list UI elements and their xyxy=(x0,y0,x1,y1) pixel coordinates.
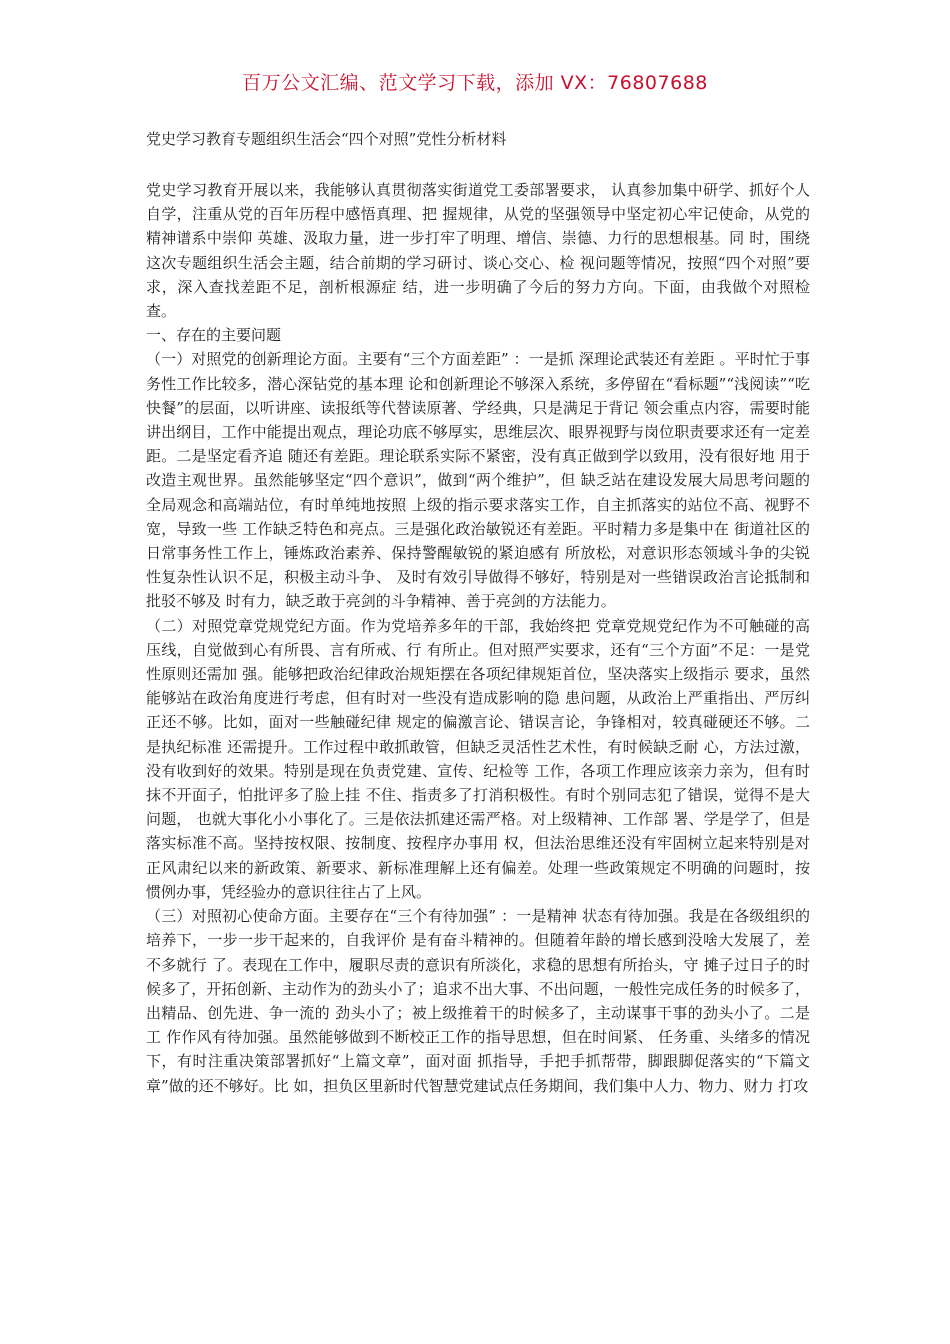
section-heading: 一、存在的主要问题 xyxy=(146,326,282,345)
watermark-banner: 百万公文汇编、范文学习下载，添加 VX：76807688 xyxy=(242,72,708,94)
paragraph-party-rules: （二）对照党章党规党纪方面。作为党培养多年的干部，我始终把 党章党规党纪作为不可触碰的高压线，自觉做到心有所畏、言有所戒、行 有所止。但对照严实要求，还有“三个方面”不足：一是党性原则还需加 强。能够把政治纪律政治规矩摆在各项纪律规矩首位，坚决落实上级指示 要求，虽然能够站在政治角度进行考虑，但有时对一些没有造成影响的隐 患问题，从政治上严重指出、严厉纠正还不够。比如，面对一些触碰纪律 规定的偏激言论、错误言论，争锋相对，较真碰硬还不够。二是执纪标准 还需提升。工作过程中敢抓敢管，但缺乏灵活性艺术性，有时候缺乏耐 心，方法过激，没有收到好的效果。特别是现在负责党建、宣传、纪检等 工作，各项工作理应该亲力亲为，但有时抹不开面子，怕批评多了脸上挂 不住、指责多了打消积极性。有时个别同志犯了错误，觉得不是大问题， 也就大事化小小事化了。三是依法抓建还需严格。对上级精神、工作部 署、学是学了，但是落实标准不高。坚持按权限、按制度、按程序办事用 权，但法治思维还没有牢固树立起来特别是对正风肃纪以来的新政策、新要求、新标准理解上还有偏差。处理一些政策规定不明确的问题时，按 惯例办事，凭经验办的意识往往占了上风。 xyxy=(146,616,810,901)
document-body xyxy=(146,178,810,1098)
paragraph-theory: （一）对照党的创新理论方面。主要有“三个方面差距” ：一是抓 深理论武装还有差距 。平时忙于事务性工作比较多，潜心深钻党的基本理 论和创新理论不够深入系统，多停留在“看标题”“浅阅读”“吃快餐”的层面，以听讲座、读报纸等代替读原著、学经典，只是满足于背记 领会重点内容，需要时能讲出纲目，工作中能提出观点，理论功底不够厚实，思维层次、眼界视野与岗位职责要求还有一定差距。二是坚定看齐追 随还有差距。理论联系实际不紧密，没有真正做到学以致用，没有很好地 用于改造主观世界。虽然能够坚定“四个意识”，做到“两个维护”，但 缺乏站在建设发展大局思考问题的全局观念和高端站位，有时单纯地按照 上级的指示要求落实工作，自主抓落实的站位不高、视野不宽，导致一些 工作缺乏特色和亮点。三是强化政治敏锐还有差距。平时精力多是集中在 街道社区的日常事务性工作上，锤炼政治素养、保持警醒敏锐的紧迫感有 所放松，对意识形态领域斗争的尖锐性复杂性认识不足，积极主动斗争、 及时有效引导做得不够好，特别是对一些错误政治言论抵制和批驳不够及 时有力，缺乏敢于亮剑的斗争精神、善于亮剑的方法能力。 xyxy=(146,350,810,611)
paragraph-mission: （三）对照初心使命方面。主要存在“三个有待加强” ：一是精神 状态有待加强。我是在各级组织的培养下，一步一步干起来的，自我评价 是有奋斗精神的。但随着年龄的增长感到没啥大发展了，差不多就行 了。表现在工作中，履职尽责的意识有所淡化，求稳的思想有所抬头，守 摊子过日子的时候多了，开拓创新、主动作为的劲头小了；追求不出大事、不出问题，一般性完成任务的时候多了，出精品、创先进、争一流的 劲头小了；被上级推着干的时候多了，主动谋事干事的劲头小了。二是工 作作风有待加强。虽然能够做到不断校正工作的指导思想，但在时间紧、 任务重、头绪多的情况下，有时注重决策部署抓好“上篇文章”，面对面 抓指导，手把手抓帮带，脚跟脚促落实的“下篇文章”做的还不够好。比 如，担负区里新时代智慧党建试点任务期间，我们集中人力、物力、财力 打攻 xyxy=(146,907,810,1095)
document-title: 党史学习教育专题组织生活会“四个对照”党性分析材料 xyxy=(146,130,507,148)
intro-paragraph: 党史学习教育开展以来，我能够认真贯彻落实街道党工委部署要求， 认真参加集中研学、抓好个人自学，注重从党的百年历程中感悟真理、把 握规律，从党的坚强领导中坚定初心牢记使命，从党的精神谱系中崇仰 英雄、汲取力量，进一步打牢了明理、增信、崇德、力行的思想根基。同 时，围绕这次专题组织生活会主题，结合前期的学习研讨、谈心交心、检 视问题等情况，按照“四个对照”要求，深入查找差距不足，剖析根源症 结，进一步明确了今后的努力方向。下面，由我做个对照检查。 xyxy=(146,181,810,321)
